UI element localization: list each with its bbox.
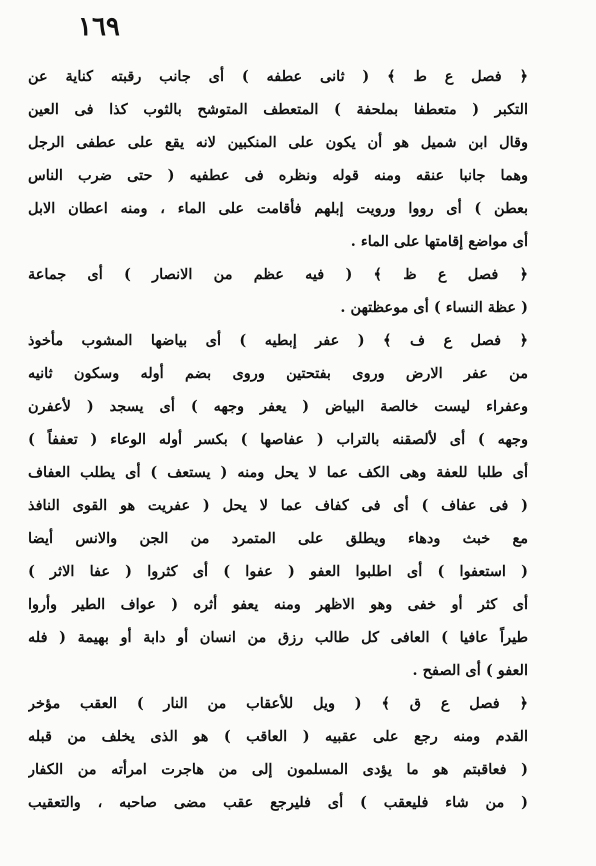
text-line: ﴿ فصل ع ف ﴾ ( عفر إبطيه ) أى بياضها المشوب مأخوذ: [28, 332, 528, 349]
page-number: ١٦٩: [78, 12, 120, 42]
text-line: طيراً عافيا ) العافى كل طالب رزق من انسان أو دابة أو بهيمة ( فله: [28, 629, 528, 646]
text-line: وقال ابن شميل هو أن يكون على المنكبين لانه يقع على عطفى الرجل: [28, 134, 528, 151]
text-line: ( عظة النساء ) أى موعظتهن .: [340, 299, 528, 316]
text-line: القدم ومنه رجع على عقبيه ( العاقب ) هو الذى يخلف من قبله: [28, 728, 528, 745]
page-body: [28, 60, 528, 819]
text-line: ( استعفوا ) أى اطلبوا العفو ( عفوا ) أى كثروا ( عفا الاثر ): [28, 563, 528, 580]
text-line: ( فى عفاف ) أى فى كفاف عما لا يحل ( عفريت هو القوى النافذ: [28, 497, 528, 514]
text-line: وهما جانبا عنقه ومنه قوله ونظره فى عطفيه ( حتى ضرب الناس: [28, 167, 528, 184]
text-line: أى مواضع إقامتها على الماء .: [350, 233, 528, 250]
text-line: بعطن ) أى رووا ورويت إبلهم فأقامت على الماء ، ومنه اعطان الابل: [28, 200, 528, 217]
text-line: ﴿ فصل ع ق ﴾ ( ويل للأعقاب من النار ) العقب مؤخر: [28, 695, 528, 712]
text-line: وجهه ) أى لألصقنه بالتراب ( عفاصها ) بكسر أوله الوعاء ( تعففاً ): [28, 431, 528, 448]
text-line: أى كثر أو خفى وهو الاظهر ومنه يعفو أثره ( عواف الطير وأروا: [28, 596, 528, 613]
text-line: مع خبث ودهاء ويطلق على المتمرد من الجن والانس أيضا: [28, 530, 528, 547]
text-line: ( من شاء فليعقب ) أى فليرجع عقب مضى صاحبه ، والتعقيب: [28, 794, 528, 811]
text-line: أى طلبا للعفة وهى الكف عما لا يحل ومنه ( يستعف ) أى يطلب العفاف: [28, 464, 528, 481]
text-line: ﴿ فصل ع ظ ﴾ ( فيه عظم من الانصار ) أى جماعة: [28, 266, 528, 283]
text-line: ﴿ فصل ع ط ﴾ ( ثانى عطفه ) أى جانب رقبته كناية عن: [28, 68, 528, 85]
text-line: التكبر ( متعطفا بملحفة ) المتعطف المتوشح بالثوب كذا فى العين: [28, 101, 528, 118]
text-line: وعفراء ليست خالصة البياض ( يعفر وجهه ) أى يسجد ( لأعفرن: [28, 398, 528, 415]
text-line: العفو ) أى الصفح .: [412, 662, 528, 679]
text-line: من عفر الارض وروى بفتحتين وروى بضم أوله وسكون ثانيه: [28, 365, 528, 382]
text-line: ( فعاقبتم هو ما يؤدى المسلمون إلى من هاجرت امرأته من الكفار: [28, 761, 528, 778]
